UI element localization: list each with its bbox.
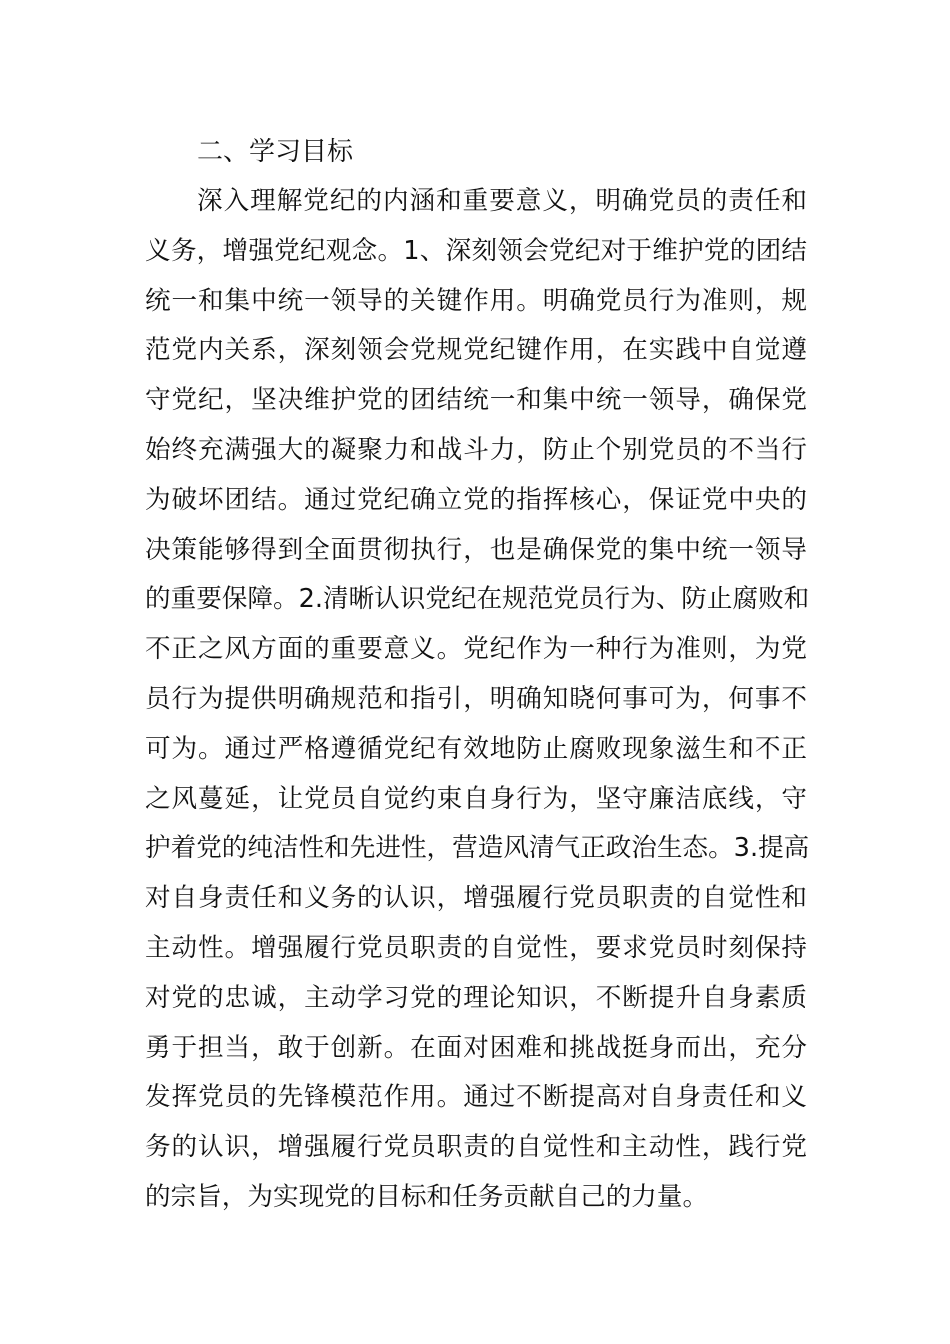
document-body: [145, 127, 810, 1223]
section-heading: 二、学习目标: [197, 137, 354, 167]
paragraph-line: 的宗旨，为实现党的目标和任务贡献自己的力量。: [145, 1181, 709, 1212]
paragraph-line: 范党内关系，深刻领会党规党纪键作用，在实践中自觉遵: [145, 335, 807, 366]
paragraph-line: 可为。通过严格遵循党纪有效地防止腐败现象滋生和不正: [145, 733, 807, 764]
paragraph-line: 勇于担当，敢于创新。在面对困难和挑战挺身而出，充分: [145, 1032, 807, 1063]
paragraph-line: 发挥党员的先锋模范作用。通过不断提高对自身责任和义: [145, 1082, 807, 1113]
paragraph-line: 员行为提供明确规范和指引，明确知晓何事可为，何事不: [145, 683, 807, 714]
paragraph-line: 主动性。增强履行党员职责的自觉性，要求党员时刻保持: [145, 932, 807, 963]
paragraph-line: 义务，增强党纪观念。1、深刻领会党纪对于维护党的团结: [145, 235, 807, 266]
paragraph-line: 之风蔓延，让党员自觉约束自身行为，坚守廉洁底线，守: [145, 783, 807, 814]
paragraph-line: 的重要保障。2.清晰认识党纪在规范党员行为、防止腐败和: [145, 584, 810, 615]
paragraph-line: 深入理解党纪的内涵和重要意义，明确党员的责任和: [197, 186, 807, 216]
paragraph-line: 务的认识，增强履行党员职责的自觉性和主动性，践行党: [145, 1132, 807, 1163]
paragraph-line: 护着党的纯洁性和先进性，营造风清气正政治生态。3.提高: [145, 833, 810, 864]
paragraph-line: 守党纪，坚决维护党的团结统一和集中统一领导，确保党: [145, 385, 807, 416]
paragraph-line: 对党的忠诚，主动学习党的理论知识，不断提升自身素质: [145, 982, 807, 1013]
paragraph-line: 始终充满强大的凝聚力和战斗力，防止个别党员的不当行: [145, 434, 807, 465]
paragraph-line: 统一和集中统一领导的关键作用。明确党员行为准则，规: [145, 285, 807, 316]
paragraph-line: 对自身责任和义务的认识，增强履行党员职责的自觉性和: [145, 883, 807, 914]
paragraph-line: 不正之风方面的重要意义。党纪作为一种行为准则，为党: [145, 634, 807, 665]
paragraph-line: 决策能够得到全面贯彻执行，也是确保党的集中统一领导: [145, 534, 807, 565]
paragraph-line: 为破坏团结。通过党纪确立党的指挥核心，保证党中央的: [145, 484, 807, 515]
